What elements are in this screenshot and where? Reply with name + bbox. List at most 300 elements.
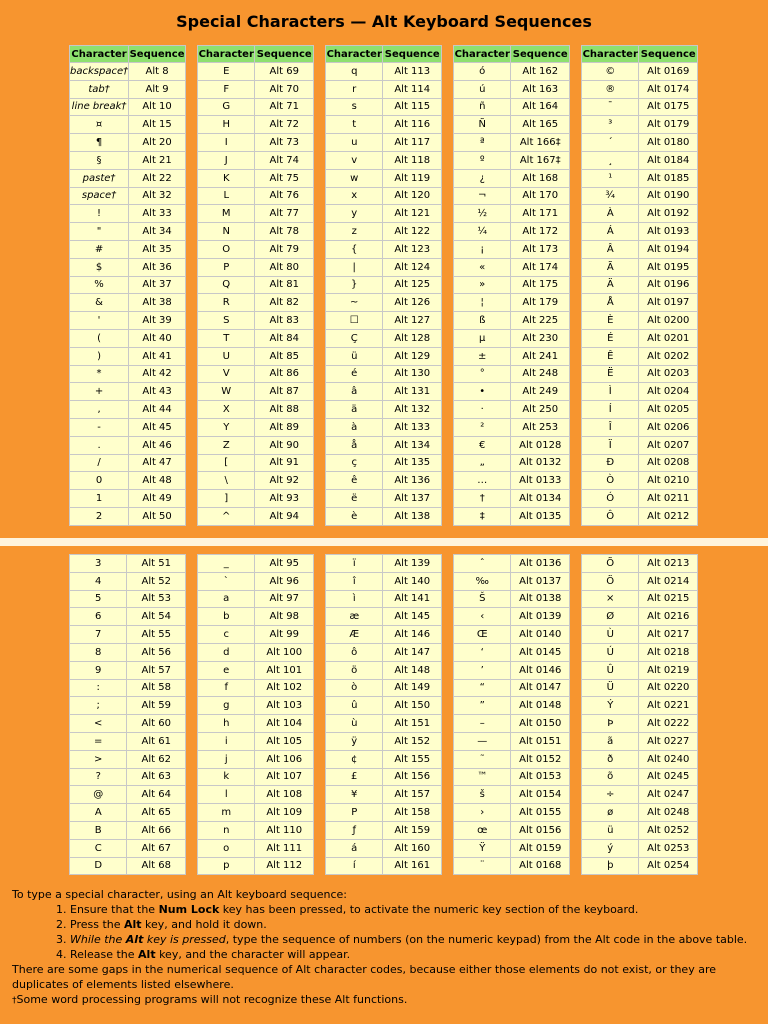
character-cell: ' <box>70 312 129 330</box>
table-row <box>454 643 570 661</box>
character-cell: ^ <box>198 507 255 525</box>
character-cell: f <box>198 679 255 697</box>
sequence-cell: Alt 0240 <box>639 750 698 768</box>
sequence-cell: Alt 108 <box>255 786 314 804</box>
table-row <box>198 572 314 590</box>
table-row <box>454 347 570 365</box>
table-row <box>326 169 442 187</box>
character-cell: + <box>70 383 129 401</box>
character-cell: [ <box>198 454 255 472</box>
table-row <box>582 258 698 276</box>
table-row <box>326 436 442 454</box>
sequence-cell: Alt 0204 <box>639 383 698 401</box>
table-row <box>582 151 698 169</box>
sequence-cell: Alt 68 <box>127 857 186 875</box>
step-2: 2. Press the Alt key, and hold it down. <box>70 917 757 932</box>
character-cell: I <box>198 134 255 152</box>
sequence-cell: Alt 0169 <box>639 63 698 81</box>
table-row <box>198 472 314 490</box>
sequence-cell: Alt 20 <box>129 134 186 152</box>
table-row <box>70 572 186 590</box>
character-cell: › <box>454 804 511 822</box>
character-cell: x <box>326 187 383 205</box>
sequence-cell: Alt 163 <box>511 80 570 98</box>
character-cell: Ü <box>582 679 639 697</box>
sequence-cell: Alt 95 <box>255 555 314 573</box>
table-row <box>326 312 442 330</box>
sequence-cell: Alt 0213 <box>639 555 698 573</box>
table-row <box>326 572 442 590</box>
sequence-cell: Alt 0146 <box>511 661 570 679</box>
sequence-cell: Alt 53 <box>127 590 186 608</box>
sequence-cell: Alt 161 <box>383 857 442 875</box>
table-row <box>326 786 442 804</box>
table-row <box>326 454 442 472</box>
table-row <box>582 401 698 419</box>
table-row <box>454 294 570 312</box>
table-row <box>582 472 698 490</box>
table-row <box>454 205 570 223</box>
table-row <box>582 555 698 573</box>
table-row <box>70 169 186 187</box>
table-row <box>198 679 314 697</box>
sequence-cell: Alt 125 <box>383 276 442 294</box>
character-cell: » <box>454 276 511 294</box>
character-cell: × <box>582 590 639 608</box>
sequence-cell: Alt 0134 <box>511 490 570 508</box>
character-cell: ³ <box>582 116 639 134</box>
character-cell: € <box>454 436 511 454</box>
table-row <box>454 821 570 839</box>
table-row <box>326 750 442 768</box>
character-cell: r <box>326 80 383 98</box>
character-cell: É <box>582 329 639 347</box>
table-row <box>70 454 186 472</box>
sequence-cell: Alt 136 <box>383 472 442 490</box>
instructions-intro: To type a special character, using an Alt keyboard sequence: <box>12 888 347 901</box>
character-cell: } <box>326 276 383 294</box>
character-cell: B <box>70 821 127 839</box>
table-row <box>582 750 698 768</box>
sequence-cell: Alt 230 <box>511 329 570 347</box>
sequence-cell: Alt 0137 <box>511 572 570 590</box>
table-row <box>454 750 570 768</box>
character-cell: Y <box>198 418 255 436</box>
table-row <box>70 608 186 626</box>
table-row <box>326 116 442 134</box>
sequence-cell: Alt 65 <box>127 804 186 822</box>
table-row <box>454 312 570 330</box>
character-cell: | <box>326 258 383 276</box>
sequence-cell: Alt 50 <box>129 507 186 525</box>
character-cell: E <box>198 63 255 81</box>
character-cell: g <box>198 697 255 715</box>
table-row <box>326 134 442 152</box>
table-row <box>582 804 698 822</box>
table-row <box>70 857 186 875</box>
sequence-cell: Alt 0208 <box>639 454 698 472</box>
table-row <box>326 383 442 401</box>
character-cell: n <box>198 821 255 839</box>
character-cell: F <box>198 80 255 98</box>
table-row <box>326 839 442 857</box>
table-row <box>198 240 314 258</box>
character-cell: ò <box>326 679 383 697</box>
sequence-cell: Alt 0247 <box>639 786 698 804</box>
character-cell: X <box>198 401 255 419</box>
sequence-cell: Alt 167‡ <box>511 151 570 169</box>
table-row <box>70 750 186 768</box>
character-cell: S <box>198 312 255 330</box>
table-row <box>198 116 314 134</box>
table-row <box>198 555 314 573</box>
character-cell: † <box>454 490 511 508</box>
character-cell: V <box>198 365 255 383</box>
character-cell: > <box>70 750 127 768</box>
character-cell: … <box>454 472 511 490</box>
character-cell: ä <box>326 401 383 419</box>
character-cell: Ì <box>582 383 639 401</box>
character-cell: e <box>198 661 255 679</box>
sequence-cell: Alt 109 <box>255 804 314 822</box>
sequence-cell: Alt 155 <box>383 750 442 768</box>
character-cell: · <box>454 401 511 419</box>
sequence-cell: Alt 85 <box>255 347 314 365</box>
character-cell: ô <box>326 643 383 661</box>
table-row <box>70 590 186 608</box>
bottom-table-1 <box>69 554 186 875</box>
character-cell: m <box>198 804 255 822</box>
table-row <box>70 187 186 205</box>
character-cell: U <box>198 347 255 365</box>
sequence-cell: Alt 0202 <box>639 347 698 365</box>
sequence-cell: Alt 43 <box>129 383 186 401</box>
sequence-cell: Alt 0254 <box>639 857 698 875</box>
sequence-cell: Alt 32 <box>129 187 186 205</box>
sequence-cell: Alt 0159 <box>511 839 570 857</box>
sequence-cell: Alt 37 <box>129 276 186 294</box>
character-cell: < <box>70 715 127 733</box>
sequence-cell: Alt 0200 <box>639 312 698 330</box>
sequence-cell: Alt 58 <box>127 679 186 697</box>
table-row <box>70 643 186 661</box>
character-cell: ê <box>326 472 383 490</box>
character-cell: d <box>198 643 255 661</box>
sequence-cell: Alt 67 <box>127 839 186 857</box>
character-cell: ñ <box>454 98 511 116</box>
table-row <box>70 732 186 750</box>
sequence-cell: Alt 0197 <box>639 294 698 312</box>
sequence-cell: Alt 70 <box>255 80 314 98</box>
sequence-cell: Alt 157 <box>383 786 442 804</box>
sequence-cell: Alt 0201 <box>639 329 698 347</box>
sequence-cell: Alt 64 <box>127 786 186 804</box>
sequence-cell: Alt 101 <box>255 661 314 679</box>
character-cell: s <box>326 98 383 116</box>
character-cell: 7 <box>70 626 127 644</box>
character-cell: ( <box>70 329 129 347</box>
table-row <box>326 768 442 786</box>
sequence-cell: Alt 55 <box>127 626 186 644</box>
character-cell: – <box>454 715 511 733</box>
table-row <box>198 507 314 525</box>
table-row <box>454 365 570 383</box>
character-cell: 0 <box>70 472 129 490</box>
table-row <box>198 80 314 98</box>
sequence-cell: Alt 0128 <box>511 436 570 454</box>
character-cell: £ <box>326 768 383 786</box>
sequence-cell: Alt 0193 <box>639 223 698 241</box>
sequence-cell: Alt 0221 <box>639 697 698 715</box>
sequence-cell: Alt 0151 <box>511 732 570 750</box>
sequence-cell: Alt 0196 <box>639 276 698 294</box>
sequence-cell: Alt 152 <box>383 732 442 750</box>
sequence-cell: Alt 39 <box>129 312 186 330</box>
sequence-cell: Alt 63 <box>127 768 186 786</box>
character-cell: ƒ <box>326 821 383 839</box>
table-row <box>582 661 698 679</box>
table-row <box>454 715 570 733</box>
character-cell: ¾ <box>582 187 639 205</box>
character-cell: õ <box>582 768 639 786</box>
table-row <box>582 590 698 608</box>
table-row <box>326 187 442 205</box>
sequence-cell: Alt 41 <box>129 347 186 365</box>
sequence-cell: Alt 130 <box>383 365 442 383</box>
sequence-cell: Alt 105 <box>255 732 314 750</box>
character-cell: h <box>198 715 255 733</box>
table-row <box>326 205 442 223</box>
character-cell: N <box>198 223 255 241</box>
character-cell: ~ <box>326 294 383 312</box>
character-cell: 2 <box>70 507 129 525</box>
sequence-cell: Alt 0195 <box>639 258 698 276</box>
character-cell: Ò <box>582 472 639 490</box>
table-row <box>326 329 442 347</box>
sequence-cell: Alt 0147 <box>511 679 570 697</box>
section-divider <box>0 538 768 546</box>
sequence-cell: Alt 89 <box>255 418 314 436</box>
character-cell: A <box>70 804 127 822</box>
sequence-cell: Alt 56 <box>127 643 186 661</box>
table-row <box>454 590 570 608</box>
table-row <box>70 821 186 839</box>
table-row <box>454 786 570 804</box>
table-row <box>454 626 570 644</box>
table-row <box>326 347 442 365</box>
sequence-cell: Alt 0245 <box>639 768 698 786</box>
table-row <box>198 436 314 454</box>
character-cell: ‰ <box>454 572 511 590</box>
character-cell: Ù <box>582 626 639 644</box>
sequence-cell: Alt 0248 <box>639 804 698 822</box>
sequence-cell: Alt 149 <box>383 679 442 697</box>
sequence-cell: Alt 0132 <box>511 454 570 472</box>
character-cell: ‡ <box>454 507 511 525</box>
character-cell: Q <box>198 276 255 294</box>
sequence-cell: Alt 0154 <box>511 786 570 804</box>
sequence-cell: Alt 115 <box>383 98 442 116</box>
sequence-cell: Alt 160 <box>383 839 442 857</box>
header-char: Character <box>70 46 129 63</box>
character-cell: Å <box>582 294 639 312</box>
sequence-cell: Alt 77 <box>255 205 314 223</box>
sequence-cell: Alt 0150 <box>511 715 570 733</box>
top-table-4 <box>453 45 570 526</box>
page-title: Special Characters — Alt Keyboard Sequences <box>176 12 592 31</box>
header-char: Character <box>198 46 255 63</box>
sequence-cell: Alt 128 <box>383 329 442 347</box>
sequence-cell: Alt 146 <box>383 626 442 644</box>
sequence-cell: Alt 119 <box>383 169 442 187</box>
table-row <box>198 312 314 330</box>
character-cell: q <box>326 63 383 81</box>
sequence-cell: Alt 0152 <box>511 750 570 768</box>
character-cell: ¬ <box>454 187 511 205</box>
table-row <box>582 116 698 134</box>
sequence-cell: Alt 0220 <box>639 679 698 697</box>
sequence-cell: Alt 151 <box>383 715 442 733</box>
sequence-cell: Alt 0206 <box>639 418 698 436</box>
character-cell: ` <box>198 572 255 590</box>
sequence-cell: Alt 118 <box>383 151 442 169</box>
character-cell: . <box>70 436 129 454</box>
sequence-cell: Alt 137 <box>383 490 442 508</box>
character-cell: tab† <box>70 80 129 98</box>
table-row <box>582 329 698 347</box>
table-row <box>198 715 314 733</box>
table-row <box>326 507 442 525</box>
character-cell: / <box>70 454 129 472</box>
sequence-cell: Alt 127 <box>383 312 442 330</box>
sequence-cell: Alt 165 <box>511 116 570 134</box>
character-cell: 5 <box>70 590 127 608</box>
character-cell: Œ <box>454 626 511 644</box>
character-cell: 1 <box>70 490 129 508</box>
sequence-cell: Alt 8 <box>129 63 186 81</box>
character-cell: § <box>70 151 129 169</box>
sequence-cell: Alt 174 <box>511 258 570 276</box>
character-cell: Ô <box>582 507 639 525</box>
sequence-cell: Alt 168 <box>511 169 570 187</box>
table-row <box>198 590 314 608</box>
character-cell: Þ <box>582 715 639 733</box>
sequence-cell: Alt 0192 <box>639 205 698 223</box>
sequence-cell: Alt 148 <box>383 661 442 679</box>
table-row <box>198 643 314 661</box>
sequence-cell: Alt 123 <box>383 240 442 258</box>
character-cell: M <box>198 205 255 223</box>
sequence-cell: Alt 102 <box>255 679 314 697</box>
table-row <box>454 804 570 822</box>
sequence-cell: Alt 171 <box>511 205 570 223</box>
step-4: 4. Release the Alt key, and the character will appear. <box>70 947 757 962</box>
table-row <box>70 329 186 347</box>
table-row <box>198 258 314 276</box>
step-3: 3. While the Alt key is pressed, type the sequence of numbers (on the numeric keypad) from the Alt code in the above table. <box>70 932 757 947</box>
character-cell: Î <box>582 418 639 436</box>
sequence-cell: Alt 0219 <box>639 661 698 679</box>
sequence-cell: Alt 135 <box>383 454 442 472</box>
sequence-cell: Alt 0211 <box>639 490 698 508</box>
character-cell: ¨ <box>454 857 511 875</box>
sequence-cell: Alt 21 <box>129 151 186 169</box>
sequence-cell: Alt 0168 <box>511 857 570 875</box>
sequence-cell: Alt 45 <box>129 418 186 436</box>
sequence-cell: Alt 69 <box>255 63 314 81</box>
sequence-cell: Alt 72 <box>255 116 314 134</box>
table-row <box>582 205 698 223</box>
character-cell: ø <box>582 804 639 822</box>
character-cell: ¦ <box>454 294 511 312</box>
character-cell: ˆ <box>454 555 511 573</box>
character-cell: Ö <box>582 572 639 590</box>
table-row <box>326 679 442 697</box>
table-row <box>582 786 698 804</box>
table-row <box>326 294 442 312</box>
table-row <box>70 151 186 169</box>
sequence-cell: Alt 0153 <box>511 768 570 786</box>
table-row <box>70 839 186 857</box>
sequence-cell: Alt 57 <box>127 661 186 679</box>
character-cell: u <box>326 134 383 152</box>
sequence-cell: Alt 0180 <box>639 134 698 152</box>
table-row <box>198 134 314 152</box>
table-row <box>454 454 570 472</box>
table-row <box>70 80 186 98</box>
character-cell: Ý <box>582 697 639 715</box>
sequence-cell: Alt 44 <box>129 401 186 419</box>
table-row <box>326 63 442 81</box>
character-cell: è <box>326 507 383 525</box>
character-cell: Ï <box>582 436 639 454</box>
table-row <box>198 418 314 436</box>
character-cell: • <box>454 383 511 401</box>
sequence-cell: Alt 116 <box>383 116 442 134</box>
character-cell: ‹ <box>454 608 511 626</box>
sequence-cell: Alt 40 <box>129 329 186 347</box>
character-cell: # <box>70 240 129 258</box>
sequence-cell: Alt 114 <box>383 80 442 98</box>
character-cell: û <box>326 697 383 715</box>
character-cell: G <box>198 98 255 116</box>
sequence-cell: Alt 126 <box>383 294 442 312</box>
table-row <box>454 839 570 857</box>
table-row <box>198 768 314 786</box>
character-cell: ì <box>326 590 383 608</box>
character-cell: Ÿ <box>454 839 511 857</box>
table-row <box>454 572 570 590</box>
character-cell: ß <box>454 312 511 330</box>
sequence-cell: Alt 111 <box>255 839 314 857</box>
character-cell: Õ <box>582 555 639 573</box>
header-seq: Sequence <box>129 46 186 63</box>
sequence-cell: Alt 175 <box>511 276 570 294</box>
header-char: Character <box>454 46 511 63</box>
sequence-cell: Alt 0179 <box>639 116 698 134</box>
character-cell: Ë <box>582 365 639 383</box>
table-row <box>198 365 314 383</box>
top-table-5 <box>581 45 698 526</box>
sequence-cell: Alt 248 <box>511 365 570 383</box>
table-row <box>198 98 314 116</box>
character-cell: 6 <box>70 608 127 626</box>
table-row <box>582 715 698 733</box>
table-row <box>198 490 314 508</box>
sequence-cell: Alt 103 <box>255 697 314 715</box>
sequence-cell: Alt 73 <box>255 134 314 152</box>
table-row <box>70 258 186 276</box>
